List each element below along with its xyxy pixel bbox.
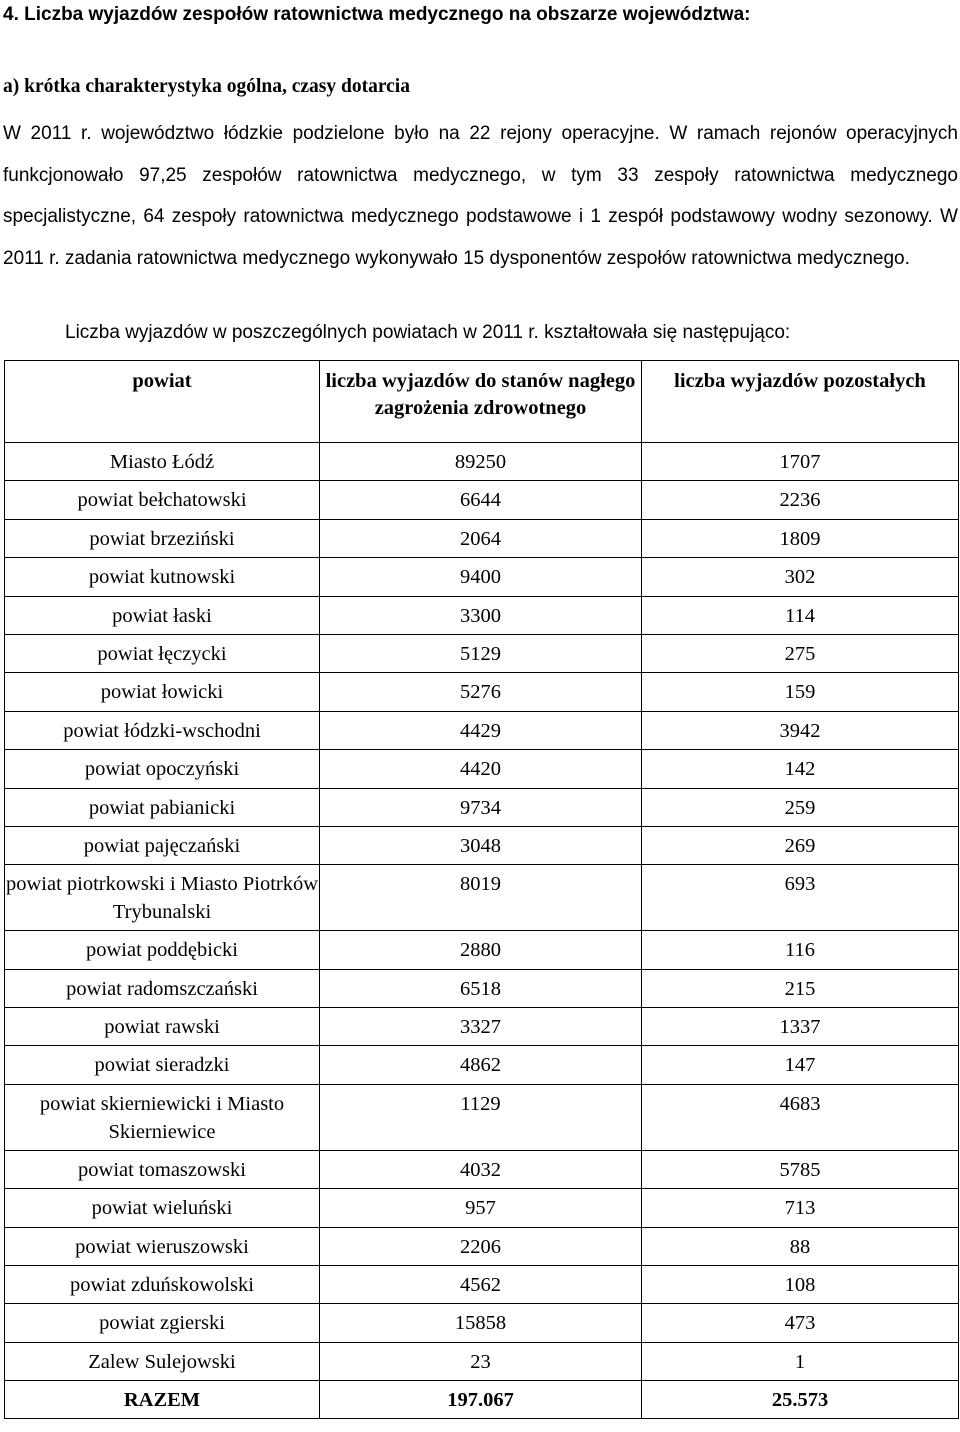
total-label: RAZEM	[5, 1381, 320, 1419]
cell-county: powiat kutnowski	[5, 558, 320, 596]
cell-other-trips: 473	[642, 1304, 959, 1342]
table-row	[5, 443, 959, 481]
cell-emergency-trips: 2206	[320, 1227, 642, 1265]
cell-other-trips: 88	[642, 1227, 959, 1265]
cell-other-trips: 1707	[642, 443, 959, 481]
cell-county: powiat brzeziński	[5, 519, 320, 557]
cell-emergency-trips: 3300	[320, 596, 642, 634]
table-row	[5, 1266, 959, 1304]
cell-other-trips: 1809	[642, 519, 959, 557]
cell-other-trips: 275	[642, 634, 959, 672]
table-row	[5, 931, 959, 969]
header-other-trips: liczba wyjazdów pozostałych	[642, 361, 959, 443]
cell-emergency-trips: 5276	[320, 673, 642, 711]
cell-county: powiat tomaszowski	[5, 1150, 320, 1188]
cell-other-trips: 1	[642, 1342, 959, 1380]
cell-county: powiat łęczycki	[5, 634, 320, 672]
table-row	[5, 1046, 959, 1084]
cell-county: powiat łowicki	[5, 673, 320, 711]
cell-emergency-trips: 2880	[320, 931, 642, 969]
ambulance-trips-table	[4, 360, 959, 1419]
cell-county: powiat piotrkowski i Miasto Piotrków Trybunalski	[5, 865, 320, 931]
cell-county: powiat wieruszowski	[5, 1227, 320, 1265]
cell-other-trips: 1337	[642, 1008, 959, 1046]
cell-other-trips: 269	[642, 826, 959, 864]
table-row	[5, 969, 959, 1007]
cell-county: powiat pabianicki	[5, 788, 320, 826]
table-row	[5, 1008, 959, 1046]
header-county: powiat	[5, 361, 320, 443]
cell-county: powiat łódzki-wschodni	[5, 711, 320, 749]
cell-other-trips: 142	[642, 750, 959, 788]
cell-other-trips: 108	[642, 1266, 959, 1304]
cell-emergency-trips: 23	[320, 1342, 642, 1380]
table-row	[5, 788, 959, 826]
cell-other-trips: 5785	[642, 1150, 959, 1188]
table-row	[5, 1227, 959, 1265]
cell-county: powiat poddębicki	[5, 931, 320, 969]
cell-other-trips: 693	[642, 865, 959, 931]
cell-emergency-trips: 6644	[320, 481, 642, 519]
table-caption: Liczba wyjazdów w poszczególnych powiatach w 2011 r. kształtowała się następująco:	[65, 322, 791, 343]
cell-emergency-trips: 6518	[320, 969, 642, 1007]
cell-county: Miasto Łódź	[5, 443, 320, 481]
table-body	[5, 443, 959, 1419]
cell-emergency-trips: 1129	[320, 1084, 642, 1150]
table-row	[5, 711, 959, 749]
cell-emergency-trips: 4032	[320, 1150, 642, 1188]
table-row	[5, 1150, 959, 1188]
cell-other-trips: 259	[642, 788, 959, 826]
cell-emergency-trips: 3327	[320, 1008, 642, 1046]
total-emergency-trips: 197.067	[320, 1381, 642, 1419]
total-other-trips: 25.573	[642, 1381, 959, 1419]
table-row	[5, 1189, 959, 1227]
intro-paragraph: W 2011 r. województwo łódzkie podzielone było na 22 rejony operacyjne. W ramach rejonów operacyjnych funkcjonowało 97,25 zespołów ratownictwa medycznego, w tym 33 zespoły ratownictwa medycznego specjalistyczne, 64 zespoły ratownictwa medycznego podstawowe i 1 zespół podstawowy wodny sezonowy. W 2011 r. zadania ratownictwa medycznego wykonywało 15 dysponentów zespołów ratownictwa medycznego.	[3, 123, 958, 269]
cell-emergency-trips: 4429	[320, 711, 642, 749]
cell-other-trips: 713	[642, 1189, 959, 1227]
table-row	[5, 558, 959, 596]
cell-other-trips: 2236	[642, 481, 959, 519]
table-row	[5, 865, 959, 931]
cell-emergency-trips: 9400	[320, 558, 642, 596]
cell-other-trips: 215	[642, 969, 959, 1007]
cell-county: powiat opoczyński	[5, 750, 320, 788]
cell-county: powiat pajęczański	[5, 826, 320, 864]
table-row	[5, 1304, 959, 1342]
cell-emergency-trips: 3048	[320, 826, 642, 864]
cell-other-trips: 147	[642, 1046, 959, 1084]
header-emergency-trips: liczba wyjazdów do stanów nagłego zagrożenia zdrowotnego	[320, 361, 642, 443]
table-row	[5, 750, 959, 788]
table-row	[5, 673, 959, 711]
cell-other-trips: 159	[642, 673, 959, 711]
cell-county: Zalew Sulejowski	[5, 1342, 320, 1380]
table-row	[5, 519, 959, 557]
cell-county: powiat zgierski	[5, 1304, 320, 1342]
cell-emergency-trips: 5129	[320, 634, 642, 672]
cell-county: powiat rawski	[5, 1008, 320, 1046]
cell-emergency-trips: 4420	[320, 750, 642, 788]
section-heading: 4. Liczba wyjazdów zespołów ratownictwa medycznego na obszarze województwa:	[3, 4, 751, 25]
cell-county: powiat bełchatowski	[5, 481, 320, 519]
cell-other-trips: 3942	[642, 711, 959, 749]
cell-county: powiat radomszczański	[5, 969, 320, 1007]
table-header-row	[5, 361, 959, 443]
cell-emergency-trips: 2064	[320, 519, 642, 557]
table-row	[5, 826, 959, 864]
cell-emergency-trips: 15858	[320, 1304, 642, 1342]
cell-emergency-trips: 4862	[320, 1046, 642, 1084]
cell-emergency-trips: 9734	[320, 788, 642, 826]
cell-emergency-trips: 8019	[320, 865, 642, 931]
table-row	[5, 596, 959, 634]
subsection-heading: a) krótka charakterystyka ogólna, czasy dotarcia	[3, 76, 410, 97]
cell-other-trips: 4683	[642, 1084, 959, 1150]
table-row	[5, 634, 959, 672]
cell-other-trips: 114	[642, 596, 959, 634]
table-row	[5, 1084, 959, 1150]
cell-county: powiat zduńskowolski	[5, 1266, 320, 1304]
table-header	[5, 361, 959, 443]
cell-other-trips: 302	[642, 558, 959, 596]
table-row	[5, 481, 959, 519]
table-row	[5, 1342, 959, 1380]
cell-county: powiat skierniewicki i Miasto Skierniewice	[5, 1084, 320, 1150]
cell-other-trips: 116	[642, 931, 959, 969]
cell-county: powiat łaski	[5, 596, 320, 634]
cell-emergency-trips: 957	[320, 1189, 642, 1227]
cell-emergency-trips: 89250	[320, 443, 642, 481]
table-total-row	[5, 1381, 959, 1419]
cell-county: powiat wieluński	[5, 1189, 320, 1227]
cell-emergency-trips: 4562	[320, 1266, 642, 1304]
cell-county: powiat sieradzki	[5, 1046, 320, 1084]
